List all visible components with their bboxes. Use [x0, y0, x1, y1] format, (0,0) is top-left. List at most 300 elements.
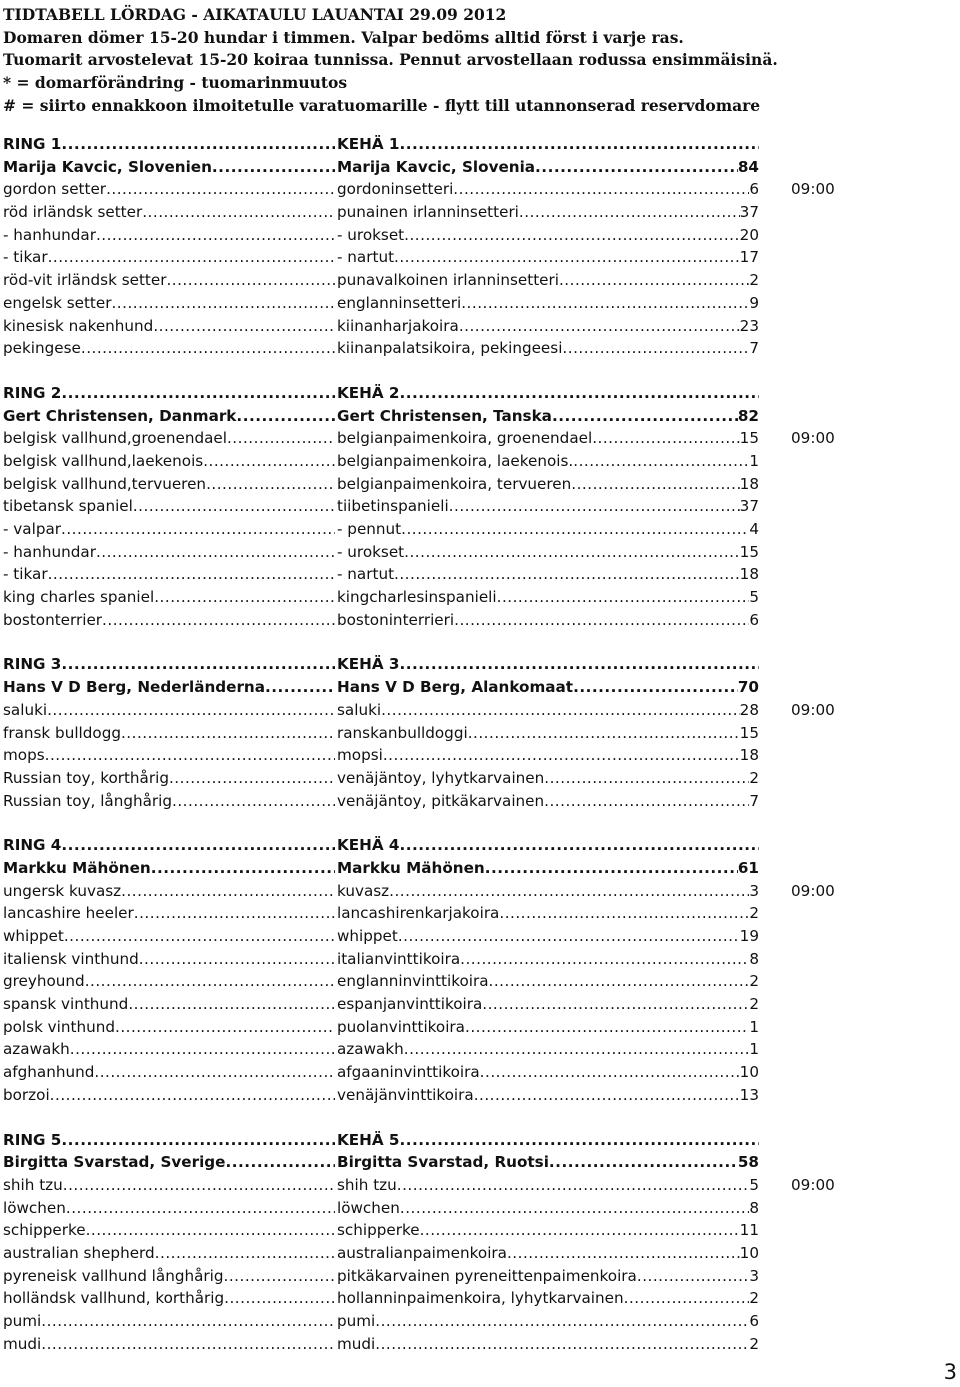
dot-leader	[142, 201, 335, 224]
finnish-column	[337, 902, 759, 925]
finnish-column	[337, 1129, 759, 1152]
swedish-column	[3, 1151, 335, 1174]
swedish-text: belgisk vallhund,groenendael	[3, 429, 227, 448]
finnish-text: - nartut	[337, 565, 395, 584]
swedish-text: Russian toy, långhårig	[3, 791, 173, 810]
swedish-column	[3, 269, 335, 292]
swedish-text: belgisk vallhund,laekenois	[3, 451, 204, 470]
swedish-text: lancashire heeler	[3, 904, 134, 923]
dot-leader	[134, 902, 335, 925]
swedish-column	[3, 699, 335, 722]
dot-leader	[535, 156, 738, 179]
swedish-column	[3, 834, 335, 857]
entry-count: 15	[739, 723, 759, 742]
ring-block	[3, 382, 953, 632]
dot-leader	[544, 767, 749, 790]
finnish-column	[337, 948, 759, 971]
finnish-text: Marija Kavcic, Slovenia	[337, 157, 536, 176]
finnish-text: kingcharlesinspanieli	[337, 588, 497, 607]
dot-leader	[48, 246, 335, 269]
finnish-text: whippet	[337, 927, 398, 945]
finnish-column	[337, 586, 759, 609]
dot-leader	[474, 1084, 740, 1107]
swedish-column	[3, 790, 335, 813]
dot-leader	[562, 337, 749, 360]
entry-count: 37	[739, 203, 759, 222]
swedish-text: afghanhund	[3, 1063, 95, 1082]
swedish-text: tibetansk spaniel	[3, 497, 133, 516]
finnish-text: Hans V D Berg, Alankomaat	[337, 678, 574, 697]
finnish-column	[337, 405, 759, 428]
finnish-text: italianvinttikoira	[337, 949, 461, 968]
entry-count: 18	[739, 474, 759, 493]
swedish-text: mops	[3, 746, 45, 765]
swedish-column	[3, 292, 335, 315]
swedish-text: ungersk kuvasz	[3, 881, 122, 900]
dot-leader	[236, 405, 335, 428]
swedish-text: belgisk vallhund,tervueren	[3, 474, 207, 493]
header-note-sv: Domaren dömer 15-20 hundar i timmen. Valpar bedöms alltid först i varje ras.	[3, 27, 684, 47]
entry-count: 10	[739, 1243, 759, 1262]
finnish-column	[337, 1219, 759, 1242]
dot-leader	[383, 744, 740, 767]
breed-row	[3, 1219, 953, 1242]
finnish-text: punainen irlanninsetteri	[337, 203, 519, 222]
finnish-column	[337, 337, 759, 360]
finnish-text: - urokset	[337, 542, 405, 561]
dot-leader	[96, 541, 335, 564]
entry-count: 2	[749, 972, 759, 991]
finnish-column	[337, 790, 759, 813]
judge-row	[3, 676, 953, 699]
finnish-text: afgaaninvinttikoira	[337, 1063, 480, 1082]
swedish-column	[3, 767, 335, 790]
entry-count: 15	[739, 429, 759, 448]
swedish-text: australian shepherd	[3, 1243, 155, 1262]
entry-count: 84	[737, 157, 759, 176]
finnish-text: saluki	[337, 700, 382, 719]
entry-count: 4	[749, 520, 759, 538]
swedish-column	[3, 541, 335, 564]
finnish-text: puolanvinttikoira	[337, 1017, 465, 1036]
entry-count: 6	[749, 1312, 759, 1330]
finnish-column	[337, 1287, 759, 1310]
entry-count: 58	[737, 1153, 759, 1172]
breed-row	[3, 767, 953, 790]
finnish-text: punavalkoinen irlanninsetteri	[337, 271, 559, 290]
swedish-text: gordon setter	[3, 180, 107, 199]
entry-count: 3	[749, 881, 759, 900]
finnish-column	[337, 925, 759, 948]
swedish-text: saluki	[3, 700, 48, 719]
dot-leader	[375, 1333, 749, 1356]
finnish-column	[337, 156, 759, 179]
entry-count: 20	[739, 225, 759, 244]
swedish-column	[3, 1219, 335, 1242]
finnish-column	[337, 246, 759, 269]
entry-count: 82	[737, 406, 759, 425]
breed-row	[3, 269, 953, 292]
header-legend-judge-change: * = domarförändring - tuomarinmuutos	[3, 73, 348, 93]
swedish-column	[3, 880, 335, 903]
finnish-column	[337, 518, 759, 541]
swedish-text: RING 4	[3, 836, 62, 855]
dot-leader	[460, 948, 749, 971]
dot-leader	[399, 133, 759, 156]
dot-leader	[552, 405, 738, 428]
entry-count: 2	[749, 995, 759, 1014]
swedish-text: pekingese	[3, 339, 81, 358]
dot-leader	[394, 563, 740, 586]
finnish-column	[337, 1333, 759, 1356]
swedish-text: Marija Kavcic, Slovenien	[3, 157, 212, 176]
dot-leader	[66, 1197, 335, 1220]
finnish-column	[337, 1151, 759, 1174]
dot-leader	[81, 337, 335, 360]
swedish-text: holländsk vallhund, korthårig	[3, 1289, 225, 1308]
finnish-column	[337, 744, 759, 767]
entry-count: 61	[737, 858, 759, 877]
swedish-text: RING 3	[3, 655, 62, 674]
finnish-column	[337, 541, 759, 564]
swedish-text: engelsk setter	[3, 293, 112, 312]
dot-leader	[624, 1287, 750, 1310]
breed-row	[3, 201, 953, 224]
finnish-text: pumi	[337, 1312, 376, 1330]
start-time: 09:00	[791, 1175, 835, 1194]
swedish-column	[3, 1129, 335, 1152]
dot-leader	[482, 993, 749, 1016]
dot-leader	[573, 676, 738, 699]
swedish-column	[3, 133, 335, 156]
dot-leader	[453, 178, 749, 201]
dot-leader	[375, 1310, 749, 1333]
finnish-text: shih tzu	[337, 1175, 397, 1194]
dot-leader	[61, 518, 335, 541]
entry-count: 10	[739, 1063, 759, 1082]
swedish-column	[3, 902, 335, 925]
breed-row	[3, 563, 953, 586]
breed-row	[3, 948, 953, 971]
breed-row	[3, 586, 953, 609]
swedish-column	[3, 586, 335, 609]
entry-count: 8	[749, 1198, 759, 1217]
finnish-text: KEHÄ 1	[337, 135, 400, 153]
header-legend-reserve-judge: # = siirto ennakkoon ilmoitetulle varatuomarille - flytt till utannonserad reservdomare	[3, 95, 761, 115]
breed-row	[3, 1242, 953, 1265]
dot-leader	[224, 1287, 335, 1310]
entry-count: 37	[739, 497, 759, 516]
entry-count: 18	[739, 746, 759, 765]
dot-leader	[85, 970, 335, 993]
swedish-column	[3, 1174, 335, 1197]
swedish-text: shih tzu	[3, 1175, 63, 1194]
entry-count: 17	[739, 248, 759, 267]
swedish-column	[3, 1333, 335, 1356]
swedish-column	[3, 609, 335, 632]
dot-leader	[592, 427, 739, 450]
dot-leader	[106, 178, 335, 201]
finnish-column	[337, 834, 759, 857]
finnish-column	[337, 609, 759, 632]
schedule-title: TIDTABELL LÖRDAG - AIKATAULU LAUANTAI 29.09 2012	[3, 5, 507, 24]
entry-count: 2	[749, 1334, 759, 1353]
swedish-text: pumi	[3, 1312, 42, 1330]
dot-leader	[497, 586, 750, 609]
swedish-column	[3, 653, 335, 676]
page-number: 3	[943, 1360, 957, 1384]
swedish-column	[3, 337, 335, 360]
dot-leader	[404, 541, 740, 564]
breed-row	[3, 970, 953, 993]
judge-row	[3, 1151, 953, 1174]
ring-block	[3, 133, 953, 360]
swedish-column	[3, 948, 335, 971]
ring-schedule	[3, 133, 953, 1377]
dot-leader	[47, 699, 335, 722]
entry-count: 2	[749, 1289, 759, 1308]
dot-leader	[94, 1061, 335, 1084]
finnish-text: venäjänvinttikoira	[337, 1085, 474, 1104]
dot-leader	[102, 609, 335, 632]
swedish-text: whippet	[3, 927, 64, 945]
finnish-column	[337, 563, 759, 586]
dot-leader	[401, 518, 749, 541]
finnish-column	[337, 1061, 759, 1084]
swedish-column	[3, 224, 335, 247]
dot-leader	[166, 269, 335, 292]
dot-leader	[61, 653, 335, 676]
dot-leader	[637, 1265, 749, 1288]
breed-row	[3, 1038, 953, 1061]
ring-heading	[3, 133, 953, 156]
dot-leader	[115, 1016, 335, 1039]
start-time: 09:00	[791, 881, 835, 900]
dot-leader	[381, 699, 740, 722]
swedish-text: RING 5	[3, 1130, 62, 1149]
finnish-column	[337, 315, 759, 338]
swedish-column	[3, 1084, 335, 1107]
dot-leader	[459, 315, 740, 338]
finnish-text: KEHÄ 2	[337, 383, 400, 402]
swedish-column	[3, 1038, 335, 1061]
entry-count: 1	[749, 1040, 759, 1059]
swedish-column	[3, 405, 335, 428]
swedish-column	[3, 201, 335, 224]
finnish-column	[337, 178, 759, 201]
dot-leader	[399, 834, 759, 857]
dot-leader	[64, 925, 335, 948]
finnish-column	[337, 382, 759, 405]
breed-row	[3, 1333, 953, 1356]
dot-leader	[50, 1084, 335, 1107]
breed-row	[3, 337, 953, 360]
finnish-text: lancashirenkarjakoira	[337, 904, 500, 923]
swedish-text: Birgitta Svarstad, Sverige	[3, 1153, 226, 1172]
dot-leader	[559, 269, 749, 292]
dot-leader	[96, 224, 335, 247]
swedish-column	[3, 676, 335, 699]
breed-row	[3, 902, 953, 925]
dot-leader	[465, 1016, 749, 1039]
breed-row	[3, 1287, 953, 1310]
dot-leader	[206, 473, 335, 496]
finnish-text: KEHÄ 3	[337, 655, 400, 674]
finnish-column	[337, 653, 759, 676]
finnish-column	[337, 1038, 759, 1061]
finnish-text: espanjanvinttikoira	[337, 995, 483, 1014]
header-note-fi: Tuomarit arvostelevat 15-20 koiraa tunnissa. Pennut arvostellaan rodussa ensimmäisinä.	[3, 50, 778, 70]
dot-leader	[111, 292, 335, 315]
dot-leader	[86, 1219, 335, 1242]
dot-leader	[399, 382, 759, 405]
swedish-column	[3, 857, 335, 880]
swedish-column	[3, 1242, 335, 1265]
breed-row	[3, 315, 953, 338]
finnish-text: KEHÄ 4	[337, 836, 400, 855]
finnish-text: löwchen	[337, 1198, 400, 1217]
entry-count: 8	[749, 949, 759, 968]
swedish-column	[3, 1265, 335, 1288]
breed-row	[3, 790, 953, 813]
breed-row	[3, 880, 953, 903]
swedish-text: - tikar	[3, 248, 48, 267]
entry-count: 6	[749, 610, 759, 629]
dot-leader	[544, 790, 749, 813]
breed-row	[3, 518, 953, 541]
finnish-column	[337, 201, 759, 224]
swedish-text: röd irländsk setter	[3, 203, 143, 222]
finnish-text: - urokset	[337, 225, 405, 244]
breed-row	[3, 246, 953, 269]
swedish-column	[3, 156, 335, 179]
finnish-column	[337, 880, 759, 903]
dot-leader	[454, 609, 749, 632]
finnish-text: - pennut	[337, 520, 402, 538]
breed-row	[3, 1016, 953, 1039]
entry-count: 2	[749, 904, 759, 923]
dot-leader	[61, 1129, 335, 1152]
finnish-column	[337, 722, 759, 745]
entry-count: 23	[739, 316, 759, 335]
dot-leader	[63, 1174, 335, 1197]
swedish-column	[3, 382, 335, 405]
finnish-column	[337, 450, 759, 473]
entry-count: 11	[739, 1221, 759, 1240]
dot-leader	[394, 246, 740, 269]
entry-count: 28	[739, 700, 759, 719]
judge-row	[3, 857, 953, 880]
breed-row	[3, 450, 953, 473]
finnish-text: tiibetinspanieli	[337, 497, 449, 516]
dot-leader	[224, 1265, 335, 1288]
ring-block	[3, 834, 953, 1106]
finnish-text: mudi	[337, 1334, 376, 1353]
dot-leader	[172, 790, 335, 813]
swedish-text: italiensk vinthund	[3, 949, 139, 968]
dot-leader	[203, 450, 335, 473]
dot-leader	[507, 1242, 740, 1265]
finnish-column	[337, 133, 759, 156]
swedish-text: RING 2	[3, 383, 62, 402]
dot-leader	[404, 224, 740, 247]
finnish-text: Birgitta Svarstad, Ruotsi	[337, 1153, 549, 1172]
finnish-text: englanninvinttikoira	[337, 972, 489, 991]
entry-count: 6	[749, 180, 759, 199]
dot-leader	[400, 1197, 749, 1220]
finnish-column	[337, 1197, 759, 1220]
judge-row	[3, 405, 953, 428]
swedish-column	[3, 473, 335, 496]
dot-leader	[121, 722, 335, 745]
swedish-column	[3, 178, 335, 201]
ring-heading	[3, 653, 953, 676]
dot-leader	[571, 473, 739, 496]
swedish-column	[3, 744, 335, 767]
dot-leader	[468, 722, 740, 745]
dot-leader	[155, 1242, 335, 1265]
dot-leader	[519, 201, 740, 224]
breed-row	[3, 1084, 953, 1107]
ring-heading	[3, 1129, 953, 1152]
dot-leader	[225, 1151, 335, 1174]
dot-leader	[41, 1333, 335, 1356]
swedish-text: - hanhundar	[3, 542, 96, 561]
finnish-text: hollanninpaimenkoira, lyhytkarvainen	[337, 1289, 624, 1308]
breed-row	[3, 722, 953, 745]
breed-row	[3, 224, 953, 247]
finnish-text: schipperke	[337, 1221, 420, 1240]
swedish-text: mudi	[3, 1334, 42, 1353]
finnish-text: belgianpaimenkoira, tervueren	[337, 474, 572, 493]
start-time: 09:00	[791, 180, 835, 199]
breed-row	[3, 1310, 953, 1333]
swedish-column	[3, 993, 335, 1016]
swedish-column	[3, 427, 335, 450]
finnish-text: belgianpaimenkoira, laekenois.	[337, 451, 574, 470]
dot-leader	[485, 857, 738, 880]
breed-row	[3, 1265, 953, 1288]
swedish-text: RING 1	[3, 135, 62, 153]
dot-leader	[399, 653, 759, 676]
breed-row	[3, 473, 953, 496]
swedish-text: - tikar	[3, 565, 48, 584]
swedish-text: fransk bulldogg	[3, 723, 121, 742]
finnish-text: kiinanpalatsikoira, pekingeesi	[337, 339, 563, 358]
finnish-column	[337, 699, 759, 722]
start-time: 09:00	[791, 429, 835, 448]
swedish-column	[3, 563, 335, 586]
swedish-text: - hanhundar	[3, 225, 96, 244]
finnish-text: - nartut	[337, 248, 395, 267]
swedish-text: borzoi	[3, 1085, 50, 1104]
entry-count: 1	[749, 1017, 759, 1036]
finnish-text: australianpaimenkoira	[337, 1243, 507, 1262]
swedish-text: Gert Christensen, Danmark	[3, 406, 237, 425]
finnish-text: bostoninterrieri	[337, 610, 455, 629]
entry-count: 1	[749, 451, 759, 470]
dot-leader	[397, 1174, 750, 1197]
swedish-text: Markku Mähönen	[3, 858, 151, 877]
finnish-text: englanninsetteri	[337, 293, 462, 312]
entry-count: 9	[749, 293, 759, 312]
swedish-column	[3, 246, 335, 269]
dot-leader	[499, 902, 749, 925]
dot-leader	[61, 834, 335, 857]
dot-leader	[420, 1219, 740, 1242]
swedish-text: - valpar	[3, 520, 62, 538]
finnish-text: venäjäntoy, lyhytkarvainen	[337, 768, 545, 787]
